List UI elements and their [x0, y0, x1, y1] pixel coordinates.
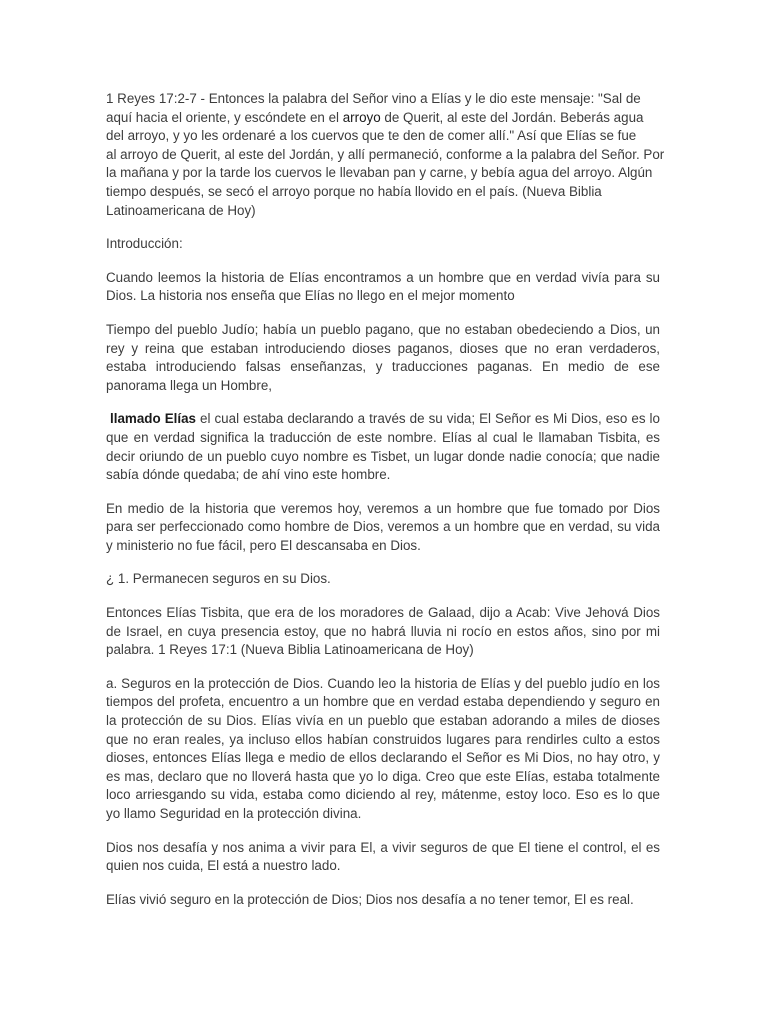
- paragraph: Dios nos desafía y nos anima a vivir para El, a vivir seguros de que El tiene el control, el es quien nos cuida, El está a nuestro lado.: [106, 839, 660, 874]
- scripture-line: tiempo después, se secó el arroyo porque no había llovido en el país. (Nueva Biblia: [106, 183, 602, 199]
- scripture-line: [106, 109, 660, 128]
- scripture-line: 1 Reyes 17:2-7 - Entonces la palabra del Señor vino a Elías y le dio este mensaje: "Sal de: [106, 91, 641, 106]
- document-page: [106, 90, 665, 924]
- paragraph: Entonces Elías Tisbita, que era de los moradores de Galaad, dijo a Acab: Vive Jehová Dios de Israel, en cuya presencia estoy, que no habrá lluvia ni rocío en estos años, sino por mi palabra. 1 Reyes 17:1 (Nueva Biblia Latinoamericana de Hoy): [106, 605, 660, 658]
- paragraph: a. Seguros en la protección de Dios. Cuando leo la historia de Elías y del pueblo judío en los tiempos del profeta, encuentro a un hombre que en verdad estaba dependiendo y seguro en la protección de su Dios. Elías vivía en un pueblo que estaban adorando a miles de dioses que no eran reales, ya incluso ellos habían construidos lugares para rendirles culto a estos dioses, entonces Elías llega e medio de ellos declarando el Señor es Mi Dios, no hay otro, y es mas, declaro que no lloverá hasta que yo lo diga. Creo que este Elías, estaba totalmente loco arriesgando su vida, estaba como diciendo al rey, mátenme, estoy loco. Eso es lo que yo llamo Seguridad en la protección divina.: [106, 675, 660, 821]
- bold-phrase: llamado Elías: [110, 411, 196, 427]
- paragraph: Cuando leemos la historia de Elías encontramos a un hombre que en verdad vivía para su Dios. La historia nos enseña que Elías no llego en el mejor momento: [106, 269, 660, 304]
- highlighted-word: arroyo: [342, 109, 381, 125]
- paragraph-text: el cual estaba declarando a través de su vida; El Señor es Mi Dios, eso es lo que en verdad significa la traducción de este nombre. Elías al cual le llamaban Tisbita, es decir oriundo de un pueblo cuyo nombre es Tisbet, un lugar donde nadie conocía; que nadie sabía dónde quedaba; de ahí vino este hombre.: [106, 411, 660, 483]
- paragraph: Elías vivió seguro en la protección de Dios; Dios nos desafía a no tener temor, El es real.: [106, 891, 634, 907]
- scripture-line: al arroyo de Querit, al este del Jordán, y allí permaneció, conforme a la palabra del Señor. Por: [106, 146, 665, 162]
- scripture-text: aquí hacia el oriente, y escóndete en el: [106, 109, 343, 125]
- scripture-line: Latinoamericana de Hoy): [106, 202, 256, 218]
- section-heading: Introducción:: [106, 236, 183, 252]
- paragraph: En medio de la historia que veremos hoy, veremos a un hombre que fue tomado por Dios para ser perfeccionado como hombre de Dios, veremos a un hombre que en verdad, su vida y ministerio no fue fácil, pero El descansaba en Dios.: [106, 500, 660, 553]
- paragraph: Tiempo del pueblo Judío; había un pueblo pagano, que no estaban obedeciendo a Dios, un rey y reina que estaban introduciendo dioses paganos, dioses que no eran verdaderos, estaba introduciendo falsas enseñanzas, y traducciones paganas. En medio de ese panorama llega un Hombre,: [106, 321, 660, 393]
- point-heading: ¿ 1. Permanecen seguros en su Dios.: [106, 571, 331, 587]
- scripture-line: del arroyo, y yo les ordenaré a los cuervos que te den de comer allí." Así que Elías se fue: [106, 128, 637, 144]
- scripture-text: de Querit, al este del Jordán. Beberás agua: [380, 109, 644, 125]
- scripture-passage: [106, 90, 665, 220]
- scripture-line: la mañana y por la tarde los cuervos le llevaban pan y carne, y bebía agua del arroyo. Algún: [106, 165, 653, 181]
- paragraph: [106, 410, 660, 484]
